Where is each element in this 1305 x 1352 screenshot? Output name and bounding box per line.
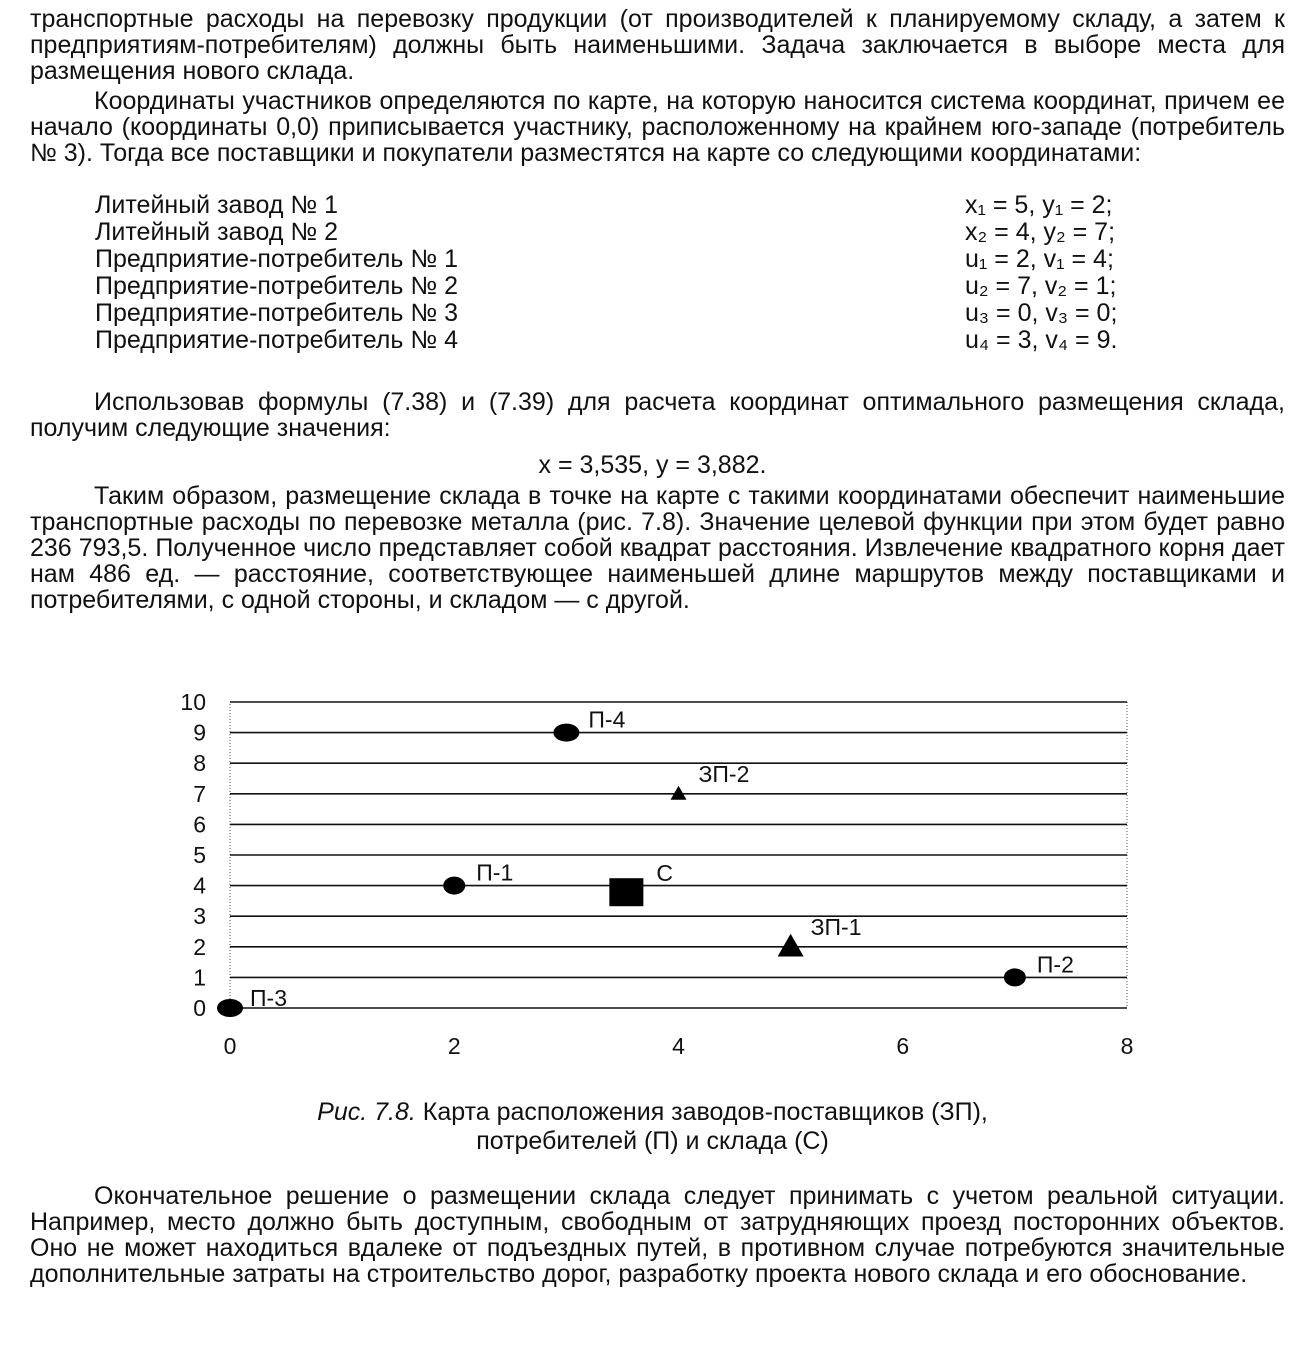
y-tick-label: 1: [193, 964, 206, 991]
data-point-label: ЗП-2: [698, 760, 750, 787]
participant-name: Предприятие-потребитель № 4: [95, 326, 459, 354]
x-tick-label: 6: [896, 1033, 910, 1059]
participant-name: Предприятие-потребитель № 3: [95, 299, 459, 327]
caption-line-1: [0, 1098, 1305, 1127]
y-tick-label: 9: [193, 719, 206, 746]
participant-name: Предприятие-потребитель № 2: [95, 272, 459, 300]
participant-coords: u₂ = 7, v₂ = 1;: [965, 272, 1117, 300]
participant-coords: u₃ = 0, v₃ = 0;: [965, 299, 1118, 327]
participants-list: [95, 192, 1195, 354]
x-tick-label: 2: [447, 1033, 461, 1059]
data-point-label: П-4: [588, 706, 626, 733]
y-tick-label: 8: [193, 750, 206, 777]
data-point-label: П-2: [1036, 951, 1074, 978]
y-tick-label: 5: [193, 842, 206, 868]
y-tick-label: 4: [193, 872, 206, 899]
figure-number: Рис. 7.8.: [317, 1098, 416, 1126]
data-point-circle: [217, 999, 243, 1017]
participant-coords: x₁ = 5, y₁ = 2;: [965, 191, 1113, 219]
paragraph-result: Таким образом, размещение склада в точке на карте с такими координатами обеспечит наименьшие транспортные расходы по перевозке металла (рис. 7.8). Значение целевой функции при этом будет равно 236 793,5. Полученное число представляет собой квадрат расстояния. Извлечение квадратного корня дает нам 486 ед. — расстояние, соответствующее наименьшей длине маршрутов между поставщиками и потребителями, с одной стороны, и складом — с другой.: [30, 482, 1285, 614]
data-point-square: [609, 878, 643, 906]
location-map-chart: [150, 685, 1170, 1065]
data-point-circle: [1004, 968, 1026, 986]
data-point-triangle: [671, 786, 687, 800]
paragraph-coordinates: Координаты участников определяются по карте, на которую наносится система координат, причем ее начало (координаты 0,0) приписывается участнику, расположенному на крайнем юго-западе (потребитель № 3). Тогда все поставщики и покупатели разместятся на карте со следующими координатами:: [30, 87, 1285, 167]
participant-row: [95, 273, 1195, 300]
y-tick-label: 3: [193, 903, 206, 930]
participant-row: [95, 219, 1195, 246]
data-point-label: П-3: [250, 985, 287, 1011]
participant-row: [95, 300, 1195, 327]
x-tick-label: 0: [223, 1033, 237, 1059]
y-tick-label: 6: [193, 811, 206, 838]
y-tick-label: 10: [180, 689, 206, 715]
caption-text-2: потребителей (П) и склада (С): [476, 1127, 829, 1155]
participant-coords: u₁ = 2, v₁ = 4;: [965, 245, 1114, 273]
data-point-circle: [553, 724, 579, 742]
participant-row: [95, 246, 1195, 273]
x-tick-label: 4: [672, 1033, 685, 1059]
figure-caption: [0, 1098, 1305, 1156]
participant-coords: x₂ = 4, y₂ = 7;: [965, 218, 1116, 246]
caption-text-1: Карта расположения заводов-поставщиков (ЗП),: [422, 1098, 988, 1126]
paragraph-intro: транспортные расходы на перевозку продукции (от производителей к планируемому складу, а затем к предприятиям-потребителям) должны быть наименьшими. Задача заключается в выборе места для размещения нового склада.: [30, 5, 1285, 85]
result-formula: x = 3,535, y = 3,882.: [538, 451, 767, 479]
data-point-circle: [443, 877, 465, 895]
paragraph-formulas: Использовав формулы (7.38) и (7.39) для расчета координат оптимального размещения склада, получим следующие значения:: [30, 388, 1285, 442]
data-point-label: ЗП-1: [810, 913, 862, 940]
participant-row: [95, 192, 1195, 219]
participant-name: Литейный завод № 2: [95, 218, 339, 246]
y-tick-label: 2: [193, 933, 206, 960]
paragraph-conclusion: Окончательное решение о размещении склада следует принимать с учетом реальной ситуации. Например, место должно быть доступным, свободным от затрудняющих проезд посторонних объектов. Оно не может находиться вдалеке от подъездных путей, в противном случае потребуются значительные дополнительные затраты на строительство дорог, разработку проекта нового склада и его обоснование.: [30, 1182, 1285, 1288]
data-point-label: П-1: [476, 859, 514, 886]
participant-name: Литейный завод № 1: [95, 191, 339, 219]
y-tick-label: 0: [193, 995, 206, 1021]
data-point-label: С: [656, 860, 673, 887]
participant-name: Предприятие-потребитель № 1: [95, 245, 459, 273]
participant-row: [95, 327, 1195, 354]
participant-coords: u₄ = 3, v₄ = 9.: [965, 326, 1118, 354]
x-tick-label: 8: [1120, 1033, 1134, 1059]
y-tick-label: 7: [193, 780, 206, 807]
data-point-triangle: [778, 934, 804, 957]
